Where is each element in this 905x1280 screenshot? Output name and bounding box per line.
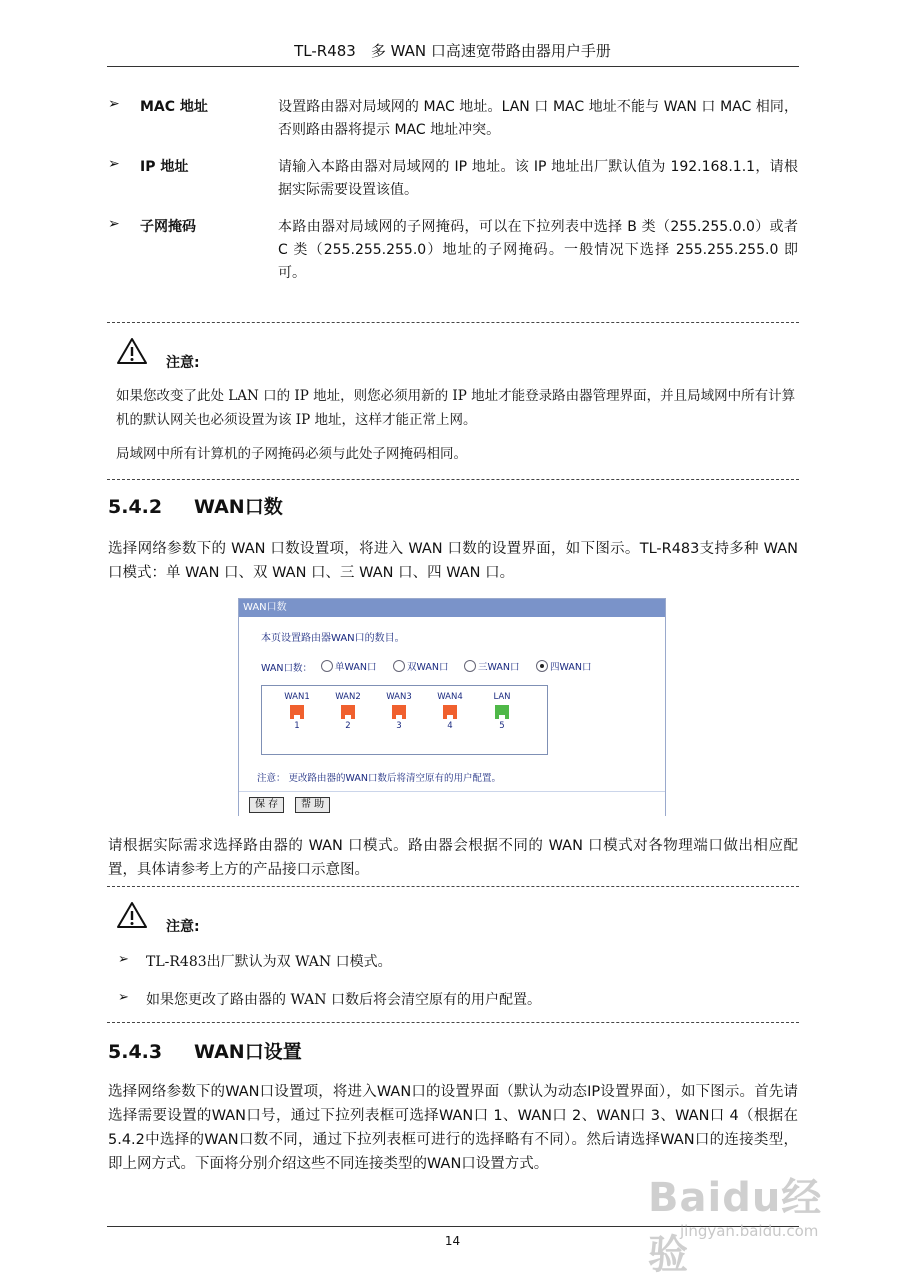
port-name: WAN3 xyxy=(386,692,412,702)
section-heading xyxy=(108,492,283,519)
radio-label: 双WAN口 xyxy=(407,662,449,673)
divider-dashed xyxy=(107,479,799,480)
definition-desc: 本路由器对局域网的子网掩码，可以在下拉列表中选择 B 类（255.255.0.0）或者 C 类（255.255.255.0）地址的子网掩码。一般情况下选择 255.255.255.0 即可。 xyxy=(278,219,798,281)
radio-dual-wan[interactable] xyxy=(393,659,448,673)
watermark-brand: Baidu经验 xyxy=(648,1175,823,1278)
radio-label: 四WAN口 xyxy=(550,662,592,673)
port-wan4 xyxy=(430,692,470,731)
definition-term: IP 地址 xyxy=(140,159,189,175)
panel-description: 本页设置路由器WAN口的数目。 xyxy=(261,633,405,644)
note-list-item: TL-R483出厂默认为双 WAN 口模式。 xyxy=(146,954,392,970)
note-label: 注意: xyxy=(166,919,200,935)
radio-triple-wan[interactable] xyxy=(464,659,519,673)
radio-icon[interactable] xyxy=(536,660,548,672)
radio-single-wan[interactable] xyxy=(321,659,376,673)
section-title: WAN口数 xyxy=(194,496,283,518)
port-wan1 xyxy=(277,692,317,731)
port-diagram xyxy=(261,685,548,755)
bullet-icon: ➢ xyxy=(118,990,129,1005)
radio-icon[interactable] xyxy=(393,660,405,672)
definition-term: MAC 地址 xyxy=(140,99,208,115)
port-number: 3 xyxy=(396,721,402,731)
radio-label: 三WAN口 xyxy=(478,662,520,673)
radio-icon[interactable] xyxy=(321,660,333,672)
definition-subnet xyxy=(108,216,798,286)
divider-dashed xyxy=(107,322,799,323)
port-name: LAN xyxy=(493,692,511,702)
port-name: WAN1 xyxy=(284,692,310,702)
definition-mac xyxy=(108,96,798,142)
ethernet-port-icon xyxy=(495,705,509,719)
port-lan xyxy=(482,692,522,731)
divider-dashed xyxy=(107,886,799,887)
ethernet-port-icon xyxy=(392,705,406,719)
radio-label: 单WAN口 xyxy=(335,662,377,673)
port-name: WAN4 xyxy=(437,692,463,702)
note-paragraph: 如果您改变了此处 LAN 口的 IP 地址，则您必须用新的 IP 地址才能登录路由器管理界面，并且局域网中所有计算机的默认网关也必须设置为该 IP 地址，这样才能正常上网。 xyxy=(116,388,796,428)
wan-count-label: WAN口数： xyxy=(261,663,312,674)
port-wan3 xyxy=(379,692,419,731)
section-after-figure: 请根据实际需求选择路由器的 WAN 口模式。路由器会根据不同的 WAN 口模式对各物理端口做出相应配置，具体请参考上方的产品接口示意图。 xyxy=(108,838,798,878)
section-intro: 选择网络参数下的WAN口设置项，将进入WAN口的设置界面（默认为动态IP设置界面），如下图示。首先请选择需要设置的WAN口号，通过下拉列表框可选择WAN口 1、WAN口 2、WAN口 3、WAN口 4（根据在 5.4.2中选择的WAN口数不同，通过下拉列表框可进行的选择略有不同）。然后请选择WAN口的连接类型，即上网方式。下面将分别介绍这些不同连接类型的WAN口设置方式。 xyxy=(108,1084,798,1172)
warning-icon xyxy=(116,901,148,929)
warning-icon xyxy=(116,337,148,365)
ethernet-port-icon xyxy=(443,705,457,719)
port-wan2 xyxy=(328,692,368,731)
note-list-item: 如果您更改了路由器的 WAN 口数后将会清空原有的用户配置。 xyxy=(146,992,541,1008)
bullet-icon: ➢ xyxy=(118,952,129,967)
bullet-icon: ➢ xyxy=(108,156,120,172)
panel-title: WAN口数 xyxy=(239,599,665,617)
section-number: 5.4.2 xyxy=(108,496,163,518)
port-number: 5 xyxy=(499,721,505,731)
section-heading xyxy=(108,1037,302,1064)
port-number: 1 xyxy=(294,721,300,731)
save-button[interactable]: 保 存 xyxy=(249,797,284,813)
panel-footer xyxy=(239,791,665,816)
page-header-title: TL-R483 多 WAN 口高速宽带路由器用户手册 xyxy=(294,42,611,60)
ethernet-port-icon xyxy=(341,705,355,719)
definition-ip xyxy=(108,156,798,202)
note-paragraph: 局域网中所有计算机的子网掩码必须与此处子网掩码相同。 xyxy=(116,446,467,462)
baidu-watermark xyxy=(640,1162,860,1278)
page-number: 14 xyxy=(444,1234,461,1248)
radio-icon[interactable] xyxy=(464,660,476,672)
bullet-icon: ➢ xyxy=(108,216,120,232)
bullet-icon: ➢ xyxy=(108,96,120,112)
section-title: WAN口设置 xyxy=(194,1041,302,1063)
divider-dashed xyxy=(107,1022,799,1023)
definition-term: 子网掩码 xyxy=(140,219,196,235)
help-button[interactable]: 帮 助 xyxy=(295,797,330,813)
port-number: 4 xyxy=(447,721,453,731)
definition-desc: 设置路由器对局域网的 MAC 地址。LAN 口 MAC 地址不能与 WAN 口 MAC 相同，否则路由器将提示 MAC 地址冲突。 xyxy=(278,99,798,138)
port-name: WAN2 xyxy=(335,692,361,702)
panel-note: 注意： 更改路由器的WAN口数后将清空原有的用户配置。 xyxy=(257,773,501,784)
section-number: 5.4.3 xyxy=(108,1041,163,1063)
header-rule xyxy=(107,66,799,67)
port-number: 2 xyxy=(345,721,351,731)
section-intro: 选择网络参数下的 WAN 口数设置项，将进入 WAN 口数的设置界面，如下图示。TL-R483支持多种 WAN 口模式：单 WAN 口、双 WAN 口、三 WAN 口、四 WAN 口。 xyxy=(108,541,798,581)
watermark-url: jingyan.baidu.com xyxy=(680,1222,819,1240)
note-label: 注意: xyxy=(166,355,200,371)
ethernet-port-icon xyxy=(290,705,304,719)
definition-desc: 请输入本路由器对局域网的 IP 地址。该 IP 地址出厂默认值为 192.168.1.1，请根据实际需要设置该值。 xyxy=(278,159,798,198)
radio-quad-wan[interactable] xyxy=(536,659,591,673)
wan-count-panel xyxy=(238,598,666,816)
